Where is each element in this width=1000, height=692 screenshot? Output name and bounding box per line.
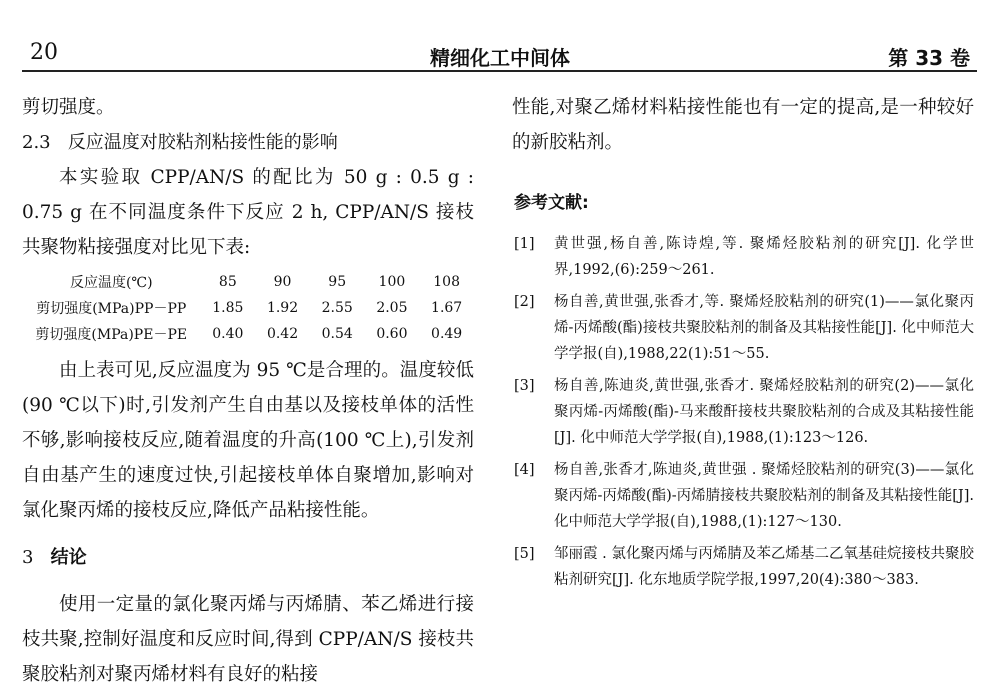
table-cell: 0.60 (376, 326, 408, 342)
paragraph-conclusion: 使用一定量的氯化聚丙烯与丙烯腈、苯乙烯进行接枝共聚,控制好温度和反应时间,得到 CPP/AN/S 接枝共聚胶粘剂对聚丙烯材料有良好的粘接 (22, 594, 474, 685)
paragraph-intro: 本实验取 CPP/AN/S 的配比为 50 g : 0.5 g : 0.75 g 在不同温度条件下反应 2 h, CPP/AN/S 接枝共聚物粘接强度对比见下表: (22, 167, 474, 258)
table-cell: 2.05 (376, 300, 408, 316)
references-heading: 参考文献: (514, 193, 589, 213)
table-cell: 1.85 (212, 300, 244, 316)
section-number: 2.3 (22, 132, 51, 153)
reference-item (512, 231, 974, 283)
page-number: 20 (30, 40, 58, 65)
section-heading-3 (22, 540, 474, 575)
reference-number: [3] (514, 378, 535, 394)
table-cell: 108 (433, 274, 460, 290)
table-cell: 90 (273, 274, 292, 290)
left-column (22, 90, 474, 692)
reference-number: [1] (514, 236, 535, 252)
reference-number: [4] (514, 462, 535, 478)
table-cell: 0.40 (212, 326, 244, 342)
section-number: 3 (22, 547, 34, 568)
table-cell: 1.92 (266, 300, 299, 316)
table-cell: 95 (328, 274, 347, 290)
paragraph-continued: 剪切强度。 (22, 97, 115, 118)
reference-text: 杨自善,黄世强,张香才,等. 聚烯烃胶粘剂的研究(1)——氯化聚丙烯-丙烯酸(酯)接枝共聚胶粘剂的制备及其粘接性能[J]. 化中师范大学学报(自),1988,22(1):51～55. (554, 294, 974, 362)
data-table (22, 269, 474, 347)
table-row (22, 295, 474, 321)
reference-number: [2] (514, 294, 535, 310)
volume-label: 第 33 卷 (888, 46, 970, 70)
section-title: 反应温度对胶粘剂粘接性能的影响 (67, 132, 338, 153)
reference-text: 杨自善,陈迪炎,黄世强,张香才. 聚烯烃胶粘剂的研究(2)——氯化聚丙烯-丙烯酸(酯)-马来酸酐接枝共聚胶粘剂的合成及其粘接性能[J]. 化中师范大学学报(自),1988,(1):123～126. (554, 378, 974, 446)
header-rule (22, 70, 977, 72)
reference-item (512, 373, 974, 451)
table-cell: 100 (378, 274, 406, 290)
paragraph-continued: 性能,对聚乙烯材料粘接性能也有一定的提高,是一种较好的新胶粘剂。 (512, 97, 974, 153)
reference-item (512, 289, 974, 367)
section-heading-2-3 (22, 125, 474, 160)
right-column (512, 90, 974, 599)
table-cell: 85 (218, 274, 237, 290)
reference-item (512, 457, 974, 535)
reference-text: 黄世强,杨自善,陈诗煌,等. 聚烯烃胶粘剂的研究[J]. 化学世界,1992,(6):259～261. (554, 236, 974, 278)
table-cell: 2.55 (321, 300, 353, 316)
table-cell: 0.42 (266, 326, 299, 342)
table-cell: 1.67 (431, 300, 463, 316)
section-title: 结论 (50, 547, 87, 568)
paragraph-analysis: 由上表可见,反应温度为 95 ℃是合理的。温度较低(90 ℃以下)时,引发剂产生自由基以及接枝单体的活性不够,影响接枝反应,随着温度的升高(100 ℃上),引发剂自由基产生的速度过快,引起接枝单体自聚增加,影响对氯化聚丙烯的接枝反应,降低产品粘接性能。 (22, 360, 474, 521)
table-header-label: 反应温度(℃) (69, 275, 153, 291)
reference-text: 杨自善,张香才,陈迪炎,黄世强 . 聚烯烃胶粘剂的研究(3)——氯化聚丙烯-丙烯酸(酯)-丙烯腈接枝共聚胶粘剂的制备及其粘接性能[J]. 化中师范大学学报(自),1988,(1):127～130. (554, 462, 974, 530)
journal-title: 精细化工中间体 (430, 46, 570, 70)
reference-item (512, 541, 974, 593)
table-cell: 0.54 (321, 326, 353, 342)
table-cell: 0.49 (431, 326, 463, 342)
reference-text: 邹丽霞 . 氯化聚丙烯与丙烯腈及苯乙烯基二乙氧基硅烷接枝共聚胶粘剂研究[J]. 化东地质学院学报,1997,20(4):380～383. (554, 546, 974, 588)
table-row (22, 321, 474, 347)
reference-number: [5] (514, 546, 535, 562)
table-header-row (22, 269, 474, 295)
running-header (0, 0, 1000, 72)
table-row-label: 剪切强度(MPa)PP－PP (36, 301, 187, 317)
table-row-label: 剪切强度(MPa)PE－PE (35, 327, 188, 343)
